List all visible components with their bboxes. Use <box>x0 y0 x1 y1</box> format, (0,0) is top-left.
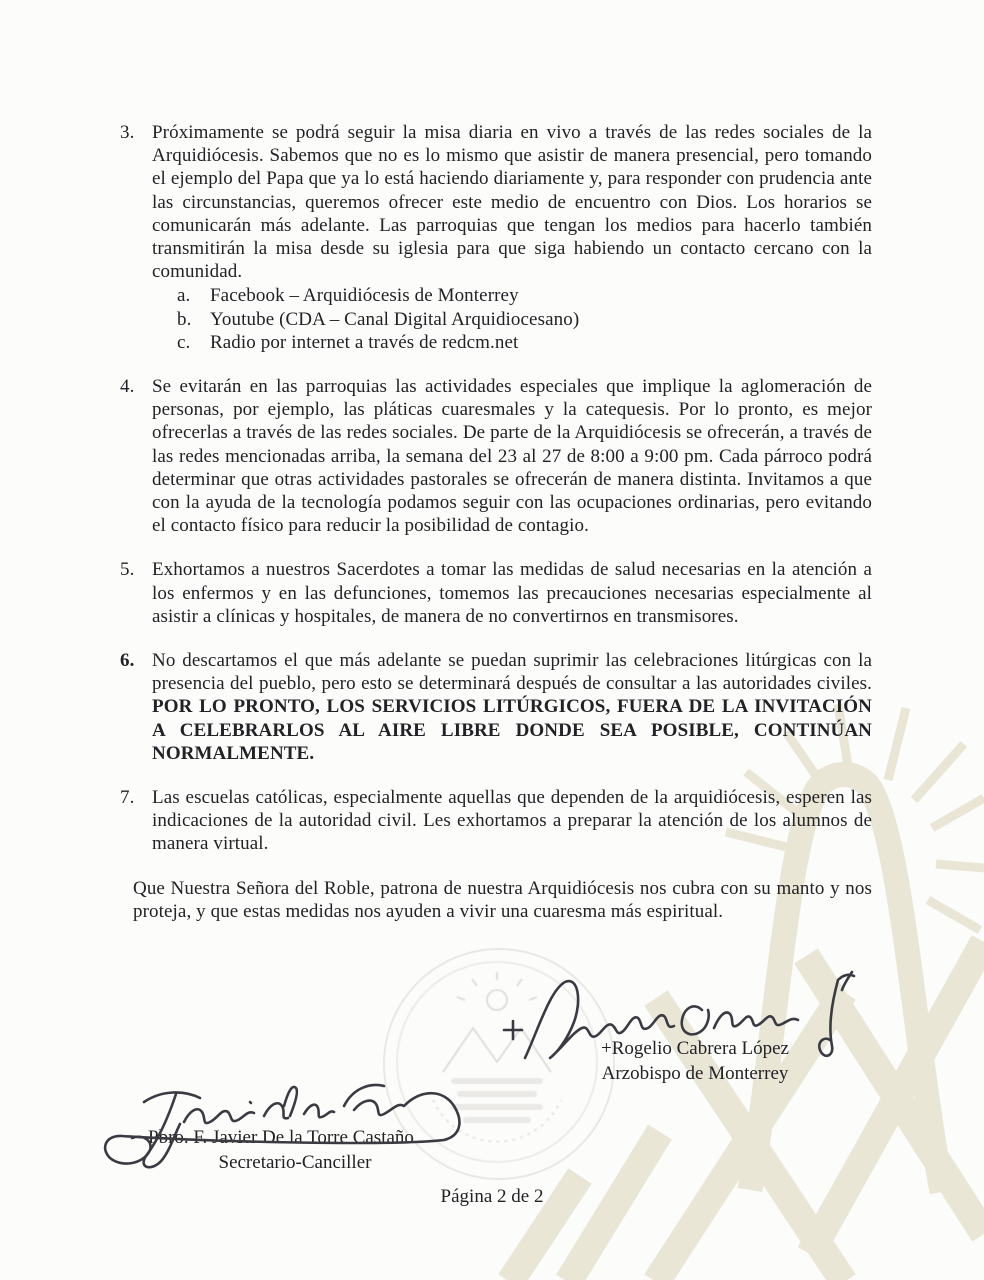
list-item-7 <box>120 786 872 856</box>
social-media-sublist <box>152 284 872 354</box>
list-item-6 <box>120 649 872 765</box>
item-6-bold-text: POR LO PRONTO, LOS SERVICIOS LITÚRGICOS, FUERA DE LA INVITACIÓN A CELEBRARLOS AL AIRE LIBRE DONDE SEA POSIBLE, CONTINÚAN NORMALMENTE. <box>152 696 872 764</box>
list-item-4 <box>120 375 872 537</box>
archbishop-name: +Rogelio Cabrera López <box>601 1038 789 1059</box>
list-item-5 <box>120 558 872 628</box>
archbishop-signature-ink <box>470 968 880 1080</box>
secretary-name: Pbro. F. Javier De la Torre Castaño <box>148 1127 414 1148</box>
sublist-item-radio <box>177 331 872 354</box>
item-text <box>152 121 872 354</box>
list-item-3 <box>120 121 872 354</box>
closing-paragraph: Que Nuestra Señora del Roble, patrona de nuestra Arquidiócesis nos cubra con su manto y nos proteja, y que estas medidas nos ayuden a vivir una cuaresma más espiritual. <box>133 877 872 922</box>
item-text: Se evitarán en las parroquias las actividades especiales que implique la aglomeración de personas, por ejemplo, las pláticas cuaresmales y la catequesis. Por lo pronto, es mejor ofrecerlas a través de las redes sociales. De parte de la Arquidiócesis se ofrecerán, a través de las redes mencionadas arriba, la semana del 23 al 27 de 8:00 a 9:00 pm. Cada párroco podrá determinar que otras actividades pastorales se ofrecerán de manera distinta. Invitamos a que con la ayuda de la tecnología podamos seguir con las ocupaciones ordinarias, pero evitando el contacto físico para reducir la posibilidad de contagio. <box>152 376 872 537</box>
sublist-item-youtube <box>177 308 872 331</box>
item-number: 3. <box>120 122 135 143</box>
item-number: 5. <box>120 559 135 581</box>
sublist-label: c. <box>177 331 191 353</box>
item-6-normal-text: No descartamos el que más adelante se puedan suprimir las celebraciones litúrgicas con la presencia del pueblo, pero esto se determinará después de consultar a las autoridades civiles. <box>152 650 872 695</box>
sublist-item-facebook <box>177 284 872 307</box>
sublist-text: Youtube (CDA – Canal Digital Arquidiocesano) <box>210 308 580 330</box>
sublist-label: b. <box>177 308 192 330</box>
item-text: Las escuelas católicas, especialmente aquellas que dependen de la arquidiócesis, esperen las indicaciones de la autoridad civil. Les exhortamos a preparar la atención de los alumnos de manera virtual. <box>152 787 872 855</box>
archbishop-title: Arzobispo de Monterrey <box>601 1063 789 1084</box>
item-number: 6. <box>120 650 135 672</box>
letter-body <box>120 121 872 923</box>
sublist-label: a. <box>177 285 191 307</box>
page-footer: Página 2 de 2 <box>440 1186 544 1207</box>
item-3-paragraph: Próximamente se podrá seguir la misa diaria en vivo a través de las redes sociales de la Arquidiócesis. Sabemos que no es lo mismo que asistir de manera presencial, pero tomando el ejemplo del Papa que ya lo está haciendo diariamente y, para responder con prudencia ante las circunstancias, queremos ofrecer este medio de encuentro con Dios. Los horarios se comunicarán más adelante. Las parroquias que tengan los medios para hacerlo también transmitirán la misa desde su iglesia para que siga habiendo un contacto cercano con la comunidad. <box>152 122 872 283</box>
sublist-text: Radio por internet a través de redcm.net <box>210 331 519 353</box>
item-text <box>152 649 872 765</box>
sublist-text: Facebook – Arquidiócesis de Monterrey <box>210 285 519 307</box>
item-number: 4. <box>120 376 135 398</box>
item-text: Exhortamos a nuestros Sacerdotes a tomar las medidas de salud necesarias en la atención a los enfermos y en las defunciones, tomemos las precauciones necesarias especialmente al asistir a clínicas y hospitales, de manera de no convertirnos en transmisores. <box>152 559 872 627</box>
secretary-signature-ink <box>92 1076 502 1186</box>
secretary-title: Secretario-Canciller <box>218 1152 372 1173</box>
item-number: 7. <box>120 787 135 809</box>
